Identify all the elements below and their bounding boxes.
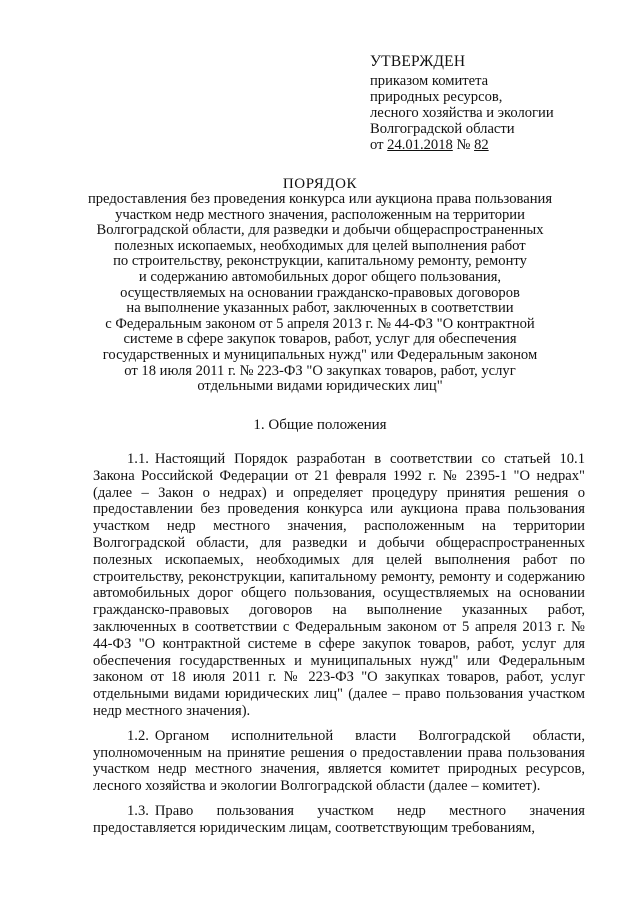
subtitle-line: государственных и муниципальных нужд" или Федеральным законом xyxy=(102,346,538,363)
approval-title: УТВЕРЖДЕН xyxy=(370,53,466,70)
subtitle-line: осуществляемых на основании гражданско-правовых договоров xyxy=(120,284,520,301)
paragraph-number: 1.3. xyxy=(127,802,149,819)
approval-date: 24.01.2018 xyxy=(387,137,453,153)
approval-line: лесного хозяйства и экологии xyxy=(370,105,554,121)
subtitle-line: по строительству, реконструкции, капитальному ремонту, ремонту xyxy=(113,253,527,270)
section-heading: 1. Общие положения xyxy=(253,417,387,433)
approval-line: природных ресурсов, xyxy=(370,89,503,105)
document-title: ПОРЯДОК xyxy=(282,176,358,192)
subtitle-line: участком недр местного значения, расположенным на территории xyxy=(115,206,525,223)
number-sign: № xyxy=(456,137,471,153)
section-body xyxy=(93,451,585,845)
subtitle-line: предоставления без проведения конкурса или аукциона права пользования xyxy=(87,191,553,207)
paragraph xyxy=(93,451,585,720)
approval-stamp xyxy=(370,54,620,153)
subtitle-line: и содержанию автомобильных дорог общего пользования, xyxy=(138,268,502,285)
subtitle-line: на выполнение указанных работ, заключенных в соответствии xyxy=(126,300,514,317)
subtitle-line: с Федеральным законом от 5 апреля 2013 г. № 44-ФЗ "О контрактной xyxy=(105,315,535,332)
paragraph xyxy=(93,803,585,837)
paragraph-text: Право пользования участком недр местного значения предоставляется юридическим лицам, соответствующим требованиям, xyxy=(93,802,585,836)
subtitle-line: Волгоградской области, для разведки и добычи общераспространенных xyxy=(96,222,544,239)
paragraph-text: Органом исполнительной власти Волгоградской области, уполномоченным на принятие решения о предоставлении права пользования участком недр местного значения, является комитет природных ресурсов, лесного хозяйства и экологии Волгоградской области (далее – комитет). xyxy=(93,727,585,795)
subtitle-line: системе в сфере закупок товаров, работ, услуг для обеспечения xyxy=(123,331,517,348)
paragraph-number: 1.1. xyxy=(127,451,149,467)
date-prefix: от xyxy=(370,137,384,153)
subtitle-line: от 18 июля 2011 г. № 223-ФЗ "О закупках товаров, работ, услуг xyxy=(124,362,516,379)
paragraph xyxy=(93,728,585,795)
subtitle-line: полезных ископаемых, необходимых для целей выполнения работ xyxy=(114,237,526,254)
approval-number: 82 xyxy=(474,137,489,153)
approval-line: приказом комитета xyxy=(370,73,489,89)
paragraph-number: 1.2. xyxy=(127,727,149,744)
document-subtitle xyxy=(70,192,570,395)
subtitle-line: отдельными видами юридических лиц" xyxy=(197,378,443,395)
approval-line: Волгоградской области xyxy=(370,121,515,137)
paragraph-text: Настоящий Порядок разработан в соответствии со статьей 10.1 Закона Российской Федерации от 21 февраля 1992 г. № 2395-1 "О недрах" (далее – Закон о недрах) и определяет процедуру принятия решения о предоставлении без проведения конкурса или аукциона права пользования участком недр местного значения, расположенным на территории Волгоградской области, для разведки и добычи общераспространенных полезных ископаемых, необходимых для целей выполнения работ по строительству, реконструкции, капитальному ремонту, ремонту и содержанию автомобильных дорог общего пользования, осуществляемых на основании гражданско-правовых договоров на выполнение указанных работ, заключенных в соответствии с Федеральным законом от 5 апреля 2013 г. № 44-ФЗ "О контрактной системе в сфере закупок товаров, работ, услуг для обеспечения государственных и муниципальных нужд" или Федеральным законом от 18 июля 2011 г. № 223-ФЗ "О закупках товаров, работ, услуг отдельными видами юридических лиц" (далее – право пользования участком недр местного значения). xyxy=(93,451,585,719)
approval-date-line xyxy=(370,137,620,153)
